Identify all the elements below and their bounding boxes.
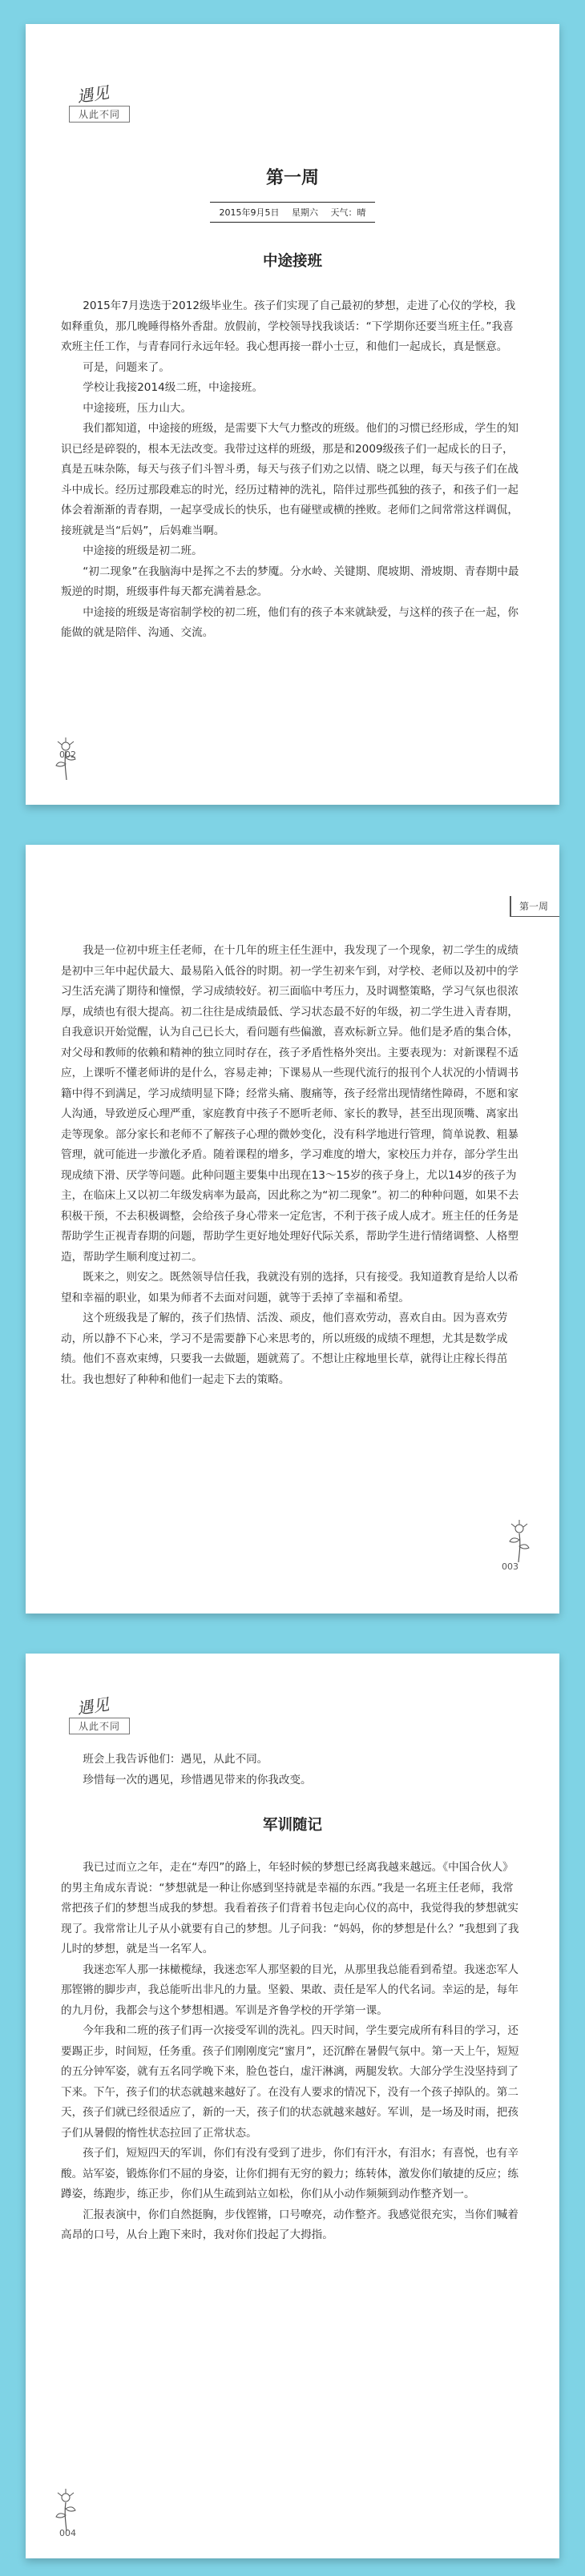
page-body-text [61, 941, 524, 1390]
paragraph: 中途接班，压力山大。 [83, 401, 192, 415]
page-number: 003 [502, 1561, 518, 1572]
section-title: 军训随记 [262, 1817, 322, 1834]
logo-script-text: 遇见 [75, 1694, 111, 1718]
book-page-002 [26, 24, 559, 805]
book-page-003 [26, 845, 559, 1614]
paragraph: 我是一位初中班主任老师，在十几年的班主任生涯中，我发现了一个现象，初二学生的成绩是初中三年中起伏最大、最易陷入低谷的时期。初一学生初来乍到，对学校、老师以及初中的学习生活充满了期待和憧憬，学习成绩较好。初三面临中考压力，及时调整策略，学习气氛也很浓厚，成绩也有很大提高。初二往往是成绩最低、学习状态最不好的年级，初二学生进入青春期，自我意识开始觉醒，认为自己已长大，看问题有些偏激，喜欢标新立异。他们是矛盾的集合体，对父母和教师的依赖和精神的独立同时存在，孩子矛盾性格外突出。主要表现为：对新课程不适应，上课听不懂老师讲的是什么，容易走神；下课易从一些现代流行的报刊个人状况的小情调书籍中得不到满足，学习成绩明显下降；经常头痛、腹痛等，孩子经常出现情绪性障碍，不愿和家人沟通，导致逆反心理严重，家庭教育中孩子不愿听老师、家长的教导，甚至出现顶嘴、离家出走等现象。部分家长和老师不了解孩子心理的微妙变化，没有科学地进行管理，简单说教、粗暴管理，就可能进一步激化矛盾。随着课程的增多，学习难度的增大，家校压力并存，部分学生出现成绩下滑、厌学等问题。此种问题主要集中出现在13～15岁的孩子身上，尤以14岁的孩子为主，在临床上又以初二年级发病率为最高，因此称之为“初二现象”。初二的种种问题，如果不去积极干预，不去积极调整，会给孩子身心带来一定危害，不利于孩子成人成才。班主任的任务是帮助学生正视青春期的问题，帮助学生更好地处理好代际关系，帮助学生进行情绪调整、人格塑造，帮助学生顺利度过初二。 [61, 944, 519, 1264]
logo-subtitle: 从此不同 [69, 106, 130, 123]
paragraph: “初二现象”在我脑海中是挥之不去的梦魇。分水岭、关键期、爬坡期、滑坡期、青春期中最叛逆的时期，班级事件每天都充满着悬念。 [61, 565, 519, 598]
date-text: 2015年9月5日 [219, 207, 280, 218]
page-number: 002 [59, 749, 76, 760]
section-title: 中途接班 [262, 253, 322, 270]
page-intro-lines [61, 1750, 524, 1790]
logo-subtitle: 从此不同 [69, 1718, 130, 1734]
paragraph: 我们都知道，中途接的班级，是需要下大气力整改的班级。他们的习惯已经形成，学生的知识已经是碎裂的，根本无法改变。我带过这样的班级，那是和2009级孩子们一起成长的日子，真是五味杂陈，每天与孩子们斗智斗勇，每天与孩子们劝之以情、晓之以理，每天与孩子们在战斗中成长。经历过那段难忘的时光，经历过精神的洗礼，陪伴过那些孤独的孩子，和孩子们一起体会着渐渐的青春期，一起享受成长的快乐，也有碰壁或横的挫败。老师们之间常常这样调侃，接班就是当“后妈”，后妈难当啊。 [61, 422, 518, 537]
chapter-tab: 第一周 [510, 896, 559, 917]
book-page-004 [26, 1654, 559, 2558]
paragraph: 中途接的班级是初二班。 [83, 545, 203, 557]
paragraph: 既来之，则安之。既然领导信任我，我就没有别的选择，只有接受。我知道教育是给人以希望和幸福的职业，如果为师者不去面对问题，就等于丢掉了幸福和希望。 [61, 1271, 518, 1304]
logo-script-text: 遇见 [75, 82, 111, 106]
paragraph: 中途接的班级是寄宿制学校的初二班，他们有的孩子本来就缺爱，与这样的孩子在一起，你能做的就是陪伴、沟通、交流。 [61, 605, 518, 639]
weekday-text: 星期六 [292, 207, 318, 218]
book-logo [69, 1694, 133, 1738]
page-number: 004 [59, 2528, 76, 2538]
paragraph: 这个班级我是了解的，孩子们热情、活泼、顽皮，他们喜欢劳动，喜欢自由。因为喜欢劳动，所以静不下心来，学习不是需要静下心来思考的，所以班级的成绩不理想，尤其是数学成绩。他们不喜欢束缚，只要我一去做题，题就蔫了。不想让庄稼地里长草，就得让庄稼长得茁壮。我也想好了种种和他们一起走下去的策略。 [61, 1312, 508, 1386]
paragraph: 学校让我接2014级二班，中途接班。 [83, 381, 264, 394]
paragraph: 我迷恋军人那一抹橄榄绿，我迷恋军人那坚毅的目光，从那里我总能看到希望。我迷恋军人那铿锵的脚步声，我总能听出非凡的力量。坚毅、果敢、责任是军人的代名词。幸运的是，每年的九月份，我都会与这个梦想相遇。军训是齐鲁学校的开学第一课。 [61, 1963, 518, 2017]
flower-sketch-icon [53, 2486, 80, 2533]
paragraph: 我已过而立之年，走在“寿四”的路上，年轻时候的梦想已经离我越来越远。《中国合伙人》的男主角成东青说：“梦想就是一种让你感到坚持就是幸福的东西。”我是一名班主任老师，我常常把孩子们的梦想当成我的梦想。我看着孩子们背着书包走向心仪的高中，我觉得我的梦想就实现了。我常常让儿子从小就要有自己的梦想。儿子问我：“妈妈，你的梦想是什么？”我想到了我儿时的梦想，就是当一名军人。 [61, 1861, 519, 1955]
page-body-text [61, 296, 524, 644]
paragraph: 2015年7月迭迭于2012级毕业生。孩子们实现了自己最初的梦想，走进了心仪的学校，我如释重负，那几晚睡得格外香甜。放假前，学校领导找我谈话：“下学期你还要当班主任。”我喜欢班主任工作，与青春同行永远年轻。我心想再接一群小士豆，和他们一起成长，真是惬意。 [61, 299, 516, 353]
paragraph: 孩子们，短短四天的军训，你们有没有受到了进步，你们有汗水，有泪水；有喜悦，也有辛酸。站军姿，锻炼你们不屈的身姿，让你们拥有无穷的毅力；练转体，激发你们敏捷的反应；练蹲姿，练跑步，练正步，你们从生疏到站立如松，你们从小动作频频到动作整齐划一。 [61, 2147, 518, 2200]
chapter-title: 第一周 [265, 167, 319, 188]
paragraph: 珍惜每一次的遇见，珍惜遇见带来的你我改变。 [83, 1773, 312, 1786]
dateline [210, 202, 375, 223]
flower-sketch-icon [505, 1517, 532, 1564]
paragraph: 汇报表演中，你们自然挺胸，步伐铿锵，口号嘹亮，动作整齐。我感觉很充实，当你们喊着高昂的口号，从台上跑下来时，我对你们投起了大拇指。 [61, 2208, 518, 2241]
paragraph: 今年我和二班的孩子们再一次接受军训的洗礼。四天时间，学生要完成所有科目的学习，还要踢正步，时间短，任务重。孩子们刚刚度完“蜜月”，还沉醉在暑假气氛中。第一天上午，短短的五分钟军姿，就有五名同学晚下来，脸色苍白，虚汗淋漓，两腿发软。大部分学生没坚持到了下来。下午，孩子们的状态就越来越好了。在没有人要求的情况下，没有一个孩子掉队的。第二天，孩子们就已经很适应了，新的一天，孩子们的状态就越来越好。军训，是一场及时雨，把孩子们从暑假的惰性状态拉回了正常状态。 [61, 2024, 519, 2140]
book-logo [69, 82, 133, 127]
paragraph: 班会上我告诉他们：遇见，从此不同。 [83, 1753, 268, 1766]
page-body-text [61, 1858, 524, 2246]
weather-text: 天气：晴 [330, 207, 366, 218]
paragraph: 可是，问题来了。 [83, 360, 170, 374]
